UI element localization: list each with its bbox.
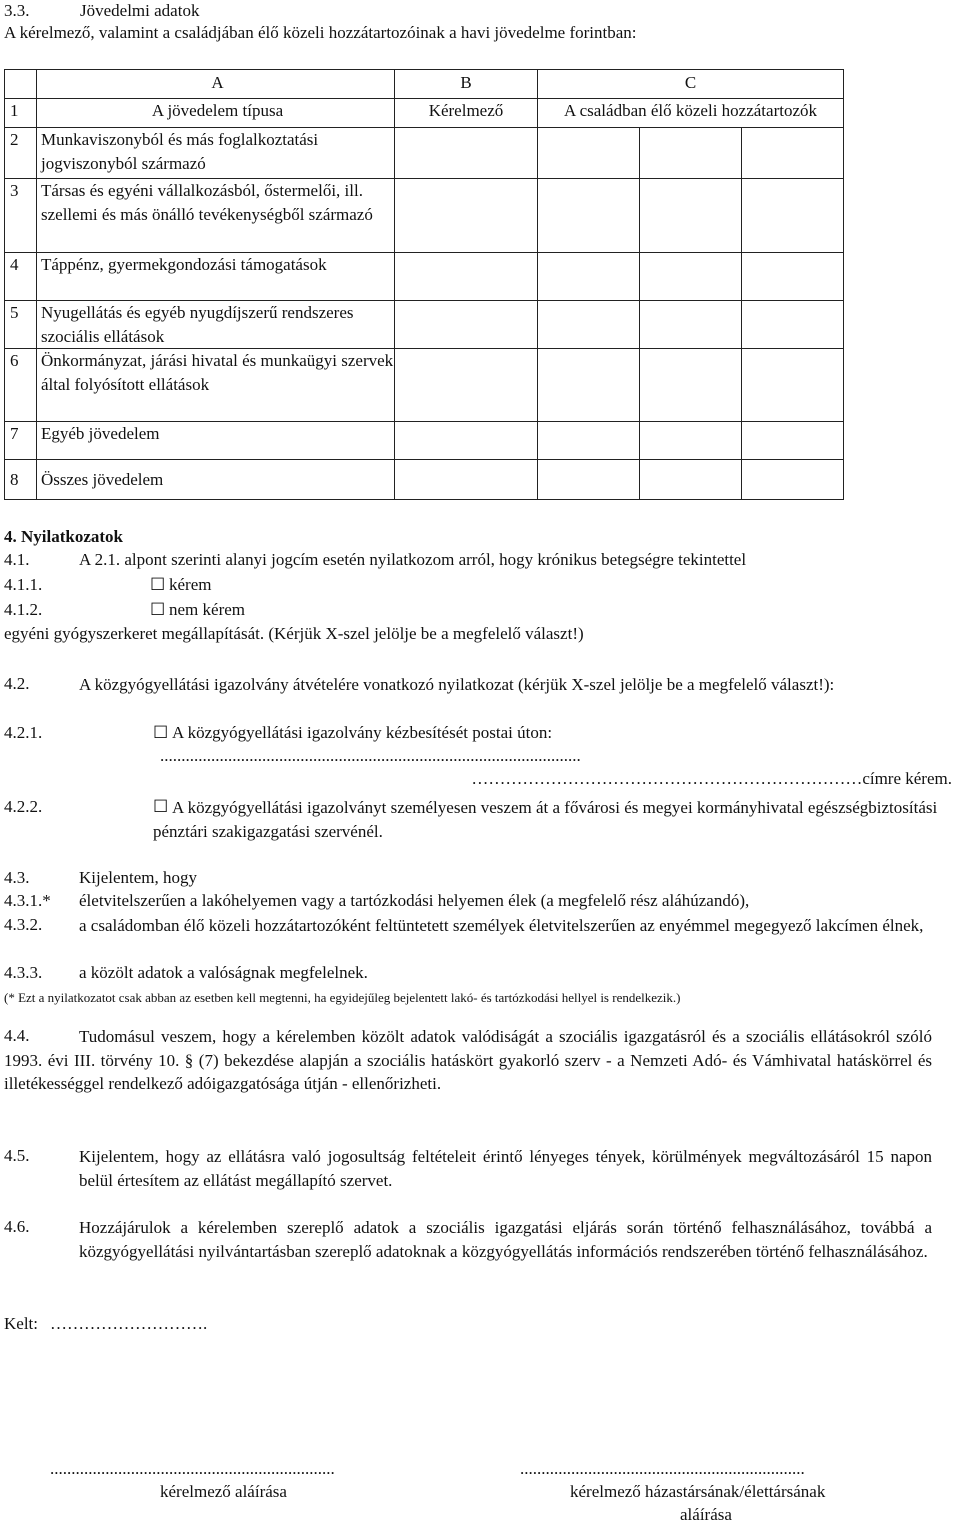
- address-line-1[interactable]: ...................................................................................................: [160, 746, 581, 765]
- decl-4-2-1-text: A közgyógyellátási igazolvány kézbesítését postai úton:: [172, 723, 553, 742]
- decl-4-1-2-num: 4.1.2.: [4, 600, 43, 619]
- decl-4-1-num: 4.1.: [4, 550, 30, 569]
- relative-amount-cell[interactable]: [742, 301, 844, 349]
- applicant-amount-cell[interactable]: [395, 128, 538, 179]
- relative-amount-cell[interactable]: [742, 422, 844, 460]
- row-num: 3: [5, 179, 37, 253]
- spouse-signature-line[interactable]: ...................................................................: [520, 1459, 805, 1478]
- row-num: 8: [5, 460, 37, 500]
- checkbox-nem-kerem[interactable]: ☐: [150, 600, 166, 619]
- relative-amount-cell[interactable]: [742, 349, 844, 422]
- relative-amount-cell[interactable]: [640, 301, 742, 349]
- row-label: Nyugellátás és egyéb nyugdíjszerű rendszeres szociális ellátások: [37, 301, 395, 349]
- header-applicant: Kérelmező: [395, 99, 538, 128]
- relative-amount-cell[interactable]: [742, 253, 844, 301]
- decl-4-1-2-text: nem kérem: [169, 600, 245, 619]
- applicant-amount-cell[interactable]: [395, 253, 538, 301]
- applicant-amount-cell[interactable]: [395, 301, 538, 349]
- relative-amount-cell[interactable]: [538, 253, 640, 301]
- relative-amount-cell[interactable]: [640, 349, 742, 422]
- header-relatives: A családban élő közeli hozzátartozók: [538, 99, 844, 128]
- decl-4-1-1-text: kérem: [169, 575, 212, 594]
- row-label: Összes jövedelem: [37, 460, 395, 500]
- table-row: [5, 349, 844, 422]
- decl-4-3-2-text: a családomban élő közeli hozzátartozóként feltüntetett személyek életvitelszerűen az enyémmel megegyező lakcímen élnek,: [79, 916, 924, 935]
- decl-4-5-text: Kijelentem, hogy az ellátásra való jogosultság feltételeit érintő lényeges tények, körülmények megváltozásáról 15 napon belül értesítem az ellátást megállapító szervet.: [79, 1147, 932, 1190]
- row-label: Egyéb jövedelem: [37, 422, 395, 460]
- checkbox-personal[interactable]: ☐: [153, 797, 169, 816]
- relative-total-cell[interactable]: [742, 460, 844, 500]
- relative-amount-cell[interactable]: [538, 422, 640, 460]
- kelt-label: Kelt:: [4, 1314, 38, 1333]
- col-letter-a: A: [37, 70, 395, 99]
- applicant-amount-cell[interactable]: [395, 179, 538, 253]
- row-label: Táppénz, gyermekgondozási támogatások: [37, 253, 395, 301]
- relative-total-cell[interactable]: [640, 460, 742, 500]
- declarations-heading: 4. Nyilatkozatok: [4, 527, 123, 546]
- decl-4-2-num: 4.2.: [4, 674, 30, 693]
- col-letter-b: B: [395, 70, 538, 99]
- decl-4-4-num: 4.4.: [4, 1026, 30, 1045]
- decl-4-3-text: Kijelentem, hogy: [79, 868, 198, 887]
- row-label: Társas és egyéni vállalkozásból, őstermelői, ill. szellemi és más önálló tevékenységből származó: [37, 179, 395, 253]
- relative-amount-cell[interactable]: [538, 128, 640, 179]
- row-num: 2: [5, 128, 37, 179]
- row-label: Munkaviszonyból és más foglalkoztatási jogviszonyból származó: [37, 128, 395, 179]
- relative-amount-cell[interactable]: [640, 179, 742, 253]
- decl-4-1-1-num: 4.1.1.: [4, 575, 43, 594]
- row-num: 6: [5, 349, 37, 422]
- relative-amount-cell[interactable]: [640, 253, 742, 301]
- applicant-amount-cell[interactable]: [395, 422, 538, 460]
- decl-4-2-1-num: 4.2.1.: [4, 723, 43, 742]
- relative-amount-cell[interactable]: [538, 179, 640, 253]
- applicant-signature-line[interactable]: ...................................................................: [50, 1459, 335, 1478]
- relative-amount-cell[interactable]: [742, 128, 844, 179]
- relative-amount-cell[interactable]: [742, 179, 844, 253]
- decl-4-2-text: A közgyógyellátási igazolvány átvételére vonatkozó nyilatkozat (kérjük X-szel jelölje be a megfelelő választ!):: [79, 675, 835, 694]
- row-label: Önkormányzat, járási hivatal és munkaügyi szervek által folyósított ellátások: [37, 349, 395, 422]
- table-row: [5, 460, 844, 500]
- decl-4-3-num: 4.3.: [4, 868, 30, 887]
- decl-4-4-text: Tudomásul veszem, hogy a kérelemben közölt adatok valódiságát a szociális igazgatásról és a szociális ellátásokról szóló 1993. évi III. törvény 10. § (7) bekezdése alapján a szociális hatáskört gyakorló szerv - a Nemzeti Adó- és Vámhivatal hatáskörrel és illetékességgel rendelkező adóigazgatósága útján - ellenőrizheti.: [4, 1027, 932, 1093]
- table-row: [5, 128, 844, 179]
- table-row: [5, 422, 844, 460]
- address-line-2[interactable]: ……………………………………………………………címre kérem.: [471, 769, 952, 788]
- section-intro: A kérelmező, valamint a családjában élő közeli hozzátartozóinak a havi jövedelme forintban:: [4, 23, 637, 42]
- decl-4-3-3-num: 4.3.3.: [4, 963, 43, 982]
- col-letter-empty: [5, 70, 37, 99]
- header-income-type: A jövedelem típusa: [37, 99, 395, 128]
- applicant-signature-label: kérelmező aláírása: [160, 1482, 287, 1501]
- decl-4-3-1-num: 4.3.1.*: [4, 891, 51, 910]
- income-table: [4, 69, 844, 500]
- decl-4-3-3-text: a közölt adatok a valóságnak megfelelnek.: [79, 963, 368, 982]
- table-row: [5, 301, 844, 349]
- checkbox-kerem[interactable]: ☐: [150, 575, 166, 594]
- table-row: [5, 253, 844, 301]
- relative-amount-cell[interactable]: [538, 349, 640, 422]
- table-row: [5, 179, 844, 253]
- decl-4-3-1-text: életvitelszerűen a lakóhelyemen vagy a tartózkodási helyemen élek (a megfelelő rész aláhúzandó),: [79, 891, 750, 910]
- relative-amount-cell[interactable]: [640, 422, 742, 460]
- applicant-amount-cell[interactable]: [395, 349, 538, 422]
- kelt-field[interactable]: ……………………….: [50, 1314, 208, 1333]
- section-number: 3.3.: [4, 1, 30, 20]
- decl-4-5-num: 4.5.: [4, 1146, 30, 1165]
- applicant-total-cell[interactable]: [395, 460, 538, 500]
- relative-total-cell[interactable]: [538, 460, 640, 500]
- checkbox-postal[interactable]: ☐: [153, 723, 169, 742]
- row-num: 4: [5, 253, 37, 301]
- decl-4-2-2-num: 4.2.2.: [4, 797, 43, 816]
- spouse-signature-label-2: aláírása: [680, 1505, 732, 1524]
- decl-4-1-end: egyéni gyógyszerkeret megállapítását. (Kérjük X-szel jelölje be a megfelelő választ!): [4, 624, 584, 643]
- relative-amount-cell[interactable]: [538, 301, 640, 349]
- decl-4-3-2-num: 4.3.2.: [4, 915, 43, 934]
- decl-4-6-text: Hozzájárulok a kérelemben szereplő adatok a szociális igazgatási eljárás során történő felhasználásához, továbbá a közgyógyellátási nyilvántartásban szereplő adatoknak a közgyógyellátás információs rendszerében történő felhasználásához.: [79, 1218, 932, 1261]
- decl-4-1-text: A 2.1. alpont szerinti alanyi jogcím esetén nyilatkozom arról, hogy krónikus betegségre tekintettel: [79, 550, 747, 569]
- spouse-signature-label: kérelmező házastársának/élettársának: [570, 1482, 826, 1501]
- relative-amount-cell[interactable]: [640, 128, 742, 179]
- header-row-num: 1: [5, 99, 37, 128]
- section-title: Jövedelmi adatok: [80, 1, 200, 20]
- decl-4-2-2-text: A közgyógyellátási igazolványt személyesen veszem át a fővárosi és megyei kormányhivatal egészségbiztosítási pénztári szakigazgatási szervénél.: [153, 798, 938, 841]
- footnote: (* Ezt a nyilatkozatot csak abban az esetben kell megtenni, ha egyidejűleg bejelentett lakó- és tartózkodási hellyel is rendelkezik.): [4, 990, 681, 1005]
- decl-4-6-num: 4.6.: [4, 1217, 30, 1236]
- col-letter-c: C: [538, 70, 844, 99]
- row-num: 7: [5, 422, 37, 460]
- row-num: 5: [5, 301, 37, 349]
